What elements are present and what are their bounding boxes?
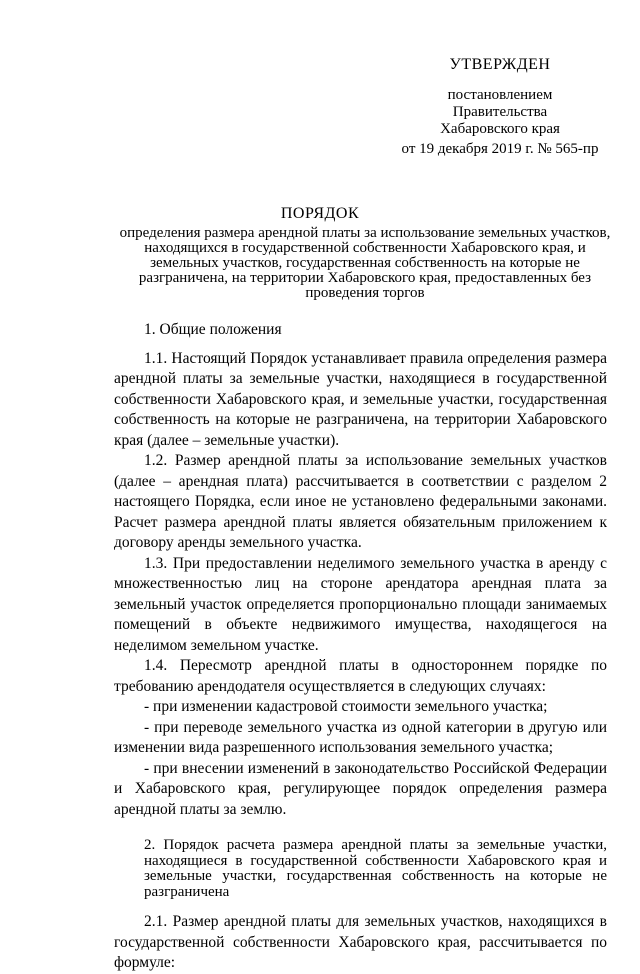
list-item: - при переводе земельного участка из одной категории в другую или изменении вида разрешенного использования земельного участка; xyxy=(114,718,607,756)
approval-date: от 19 декабря 2019 г. № 565-пр xyxy=(401,141,599,157)
paragraph: 1.2. Размер арендной платы за использование земельных участков (далее – арендная плата) рассчитывается в соответствии с разделом 2 настоящего Порядка, если иное не установлено федеральными законами. Расчет размера арендной платы является обязательным приложением к договору аренды земельного участка. xyxy=(114,452,607,551)
list-item: - при изменении кадастровой стоимости земельного участка; xyxy=(144,698,548,715)
paragraph: 1.1. Настоящий Порядок устанавливает правила определения размера арендной платы за земельные участки, находящиеся в государственной собственности Хабаровского края, и земельные участки, государственная собственность на которые не разграничена, на территории Хабаровского края (далее – земельные участки). xyxy=(114,349,607,449)
approval-line: Правительства xyxy=(452,104,548,120)
paragraph: 1.3. При предоставлении неделимого земельного участка в аренду с множественностью лиц на стороне арендатора арендная плата за земельный участок определяется пропорционально площади занимаемых помещений в объекте недвижимого имущества, находящегося на неделимом земельном участке. xyxy=(114,554,607,654)
approval-line: Хабаровского края xyxy=(440,121,560,137)
approval-title: УТВЕРЖДЕН xyxy=(449,56,551,73)
paragraph: 2.1. Размер арендной платы для земельных участков, находящихся в государственной собственности Хабаровского края, рассчитывается по формуле: xyxy=(114,913,607,971)
list-item: - при внесении изменений в законодательство Российской Федерации и Хабаровского края, регулирующее порядок определения размера арендной платы за землю. xyxy=(114,759,607,818)
paragraph: 1.4. Пересмотр арендной платы в одностороннем порядке по требованию арендодателя осуществляется в следующих случаях: xyxy=(114,657,607,695)
section-heading: 2. Порядок расчета размера арендной платы за земельные участки, находящиеся в государственной собственности Хабаровского края и земельные участки, государственная собственность на которые не разграничена xyxy=(144,837,607,900)
approval-block xyxy=(380,55,620,158)
section-heading: 1. Общие положения xyxy=(144,321,282,338)
document-subtitle: определения размера арендной платы за использование земельных участков, находящихся в государственной собственности Хабаровского края, и земельных участков, государственная собственность на которые не разграничена, на территории Хабаровского края, предоставленных без проведения торгов xyxy=(119,225,611,301)
document-title: ПОРЯДОК xyxy=(280,205,360,222)
approval-line: постановлением xyxy=(447,87,553,103)
document-body xyxy=(114,320,607,974)
